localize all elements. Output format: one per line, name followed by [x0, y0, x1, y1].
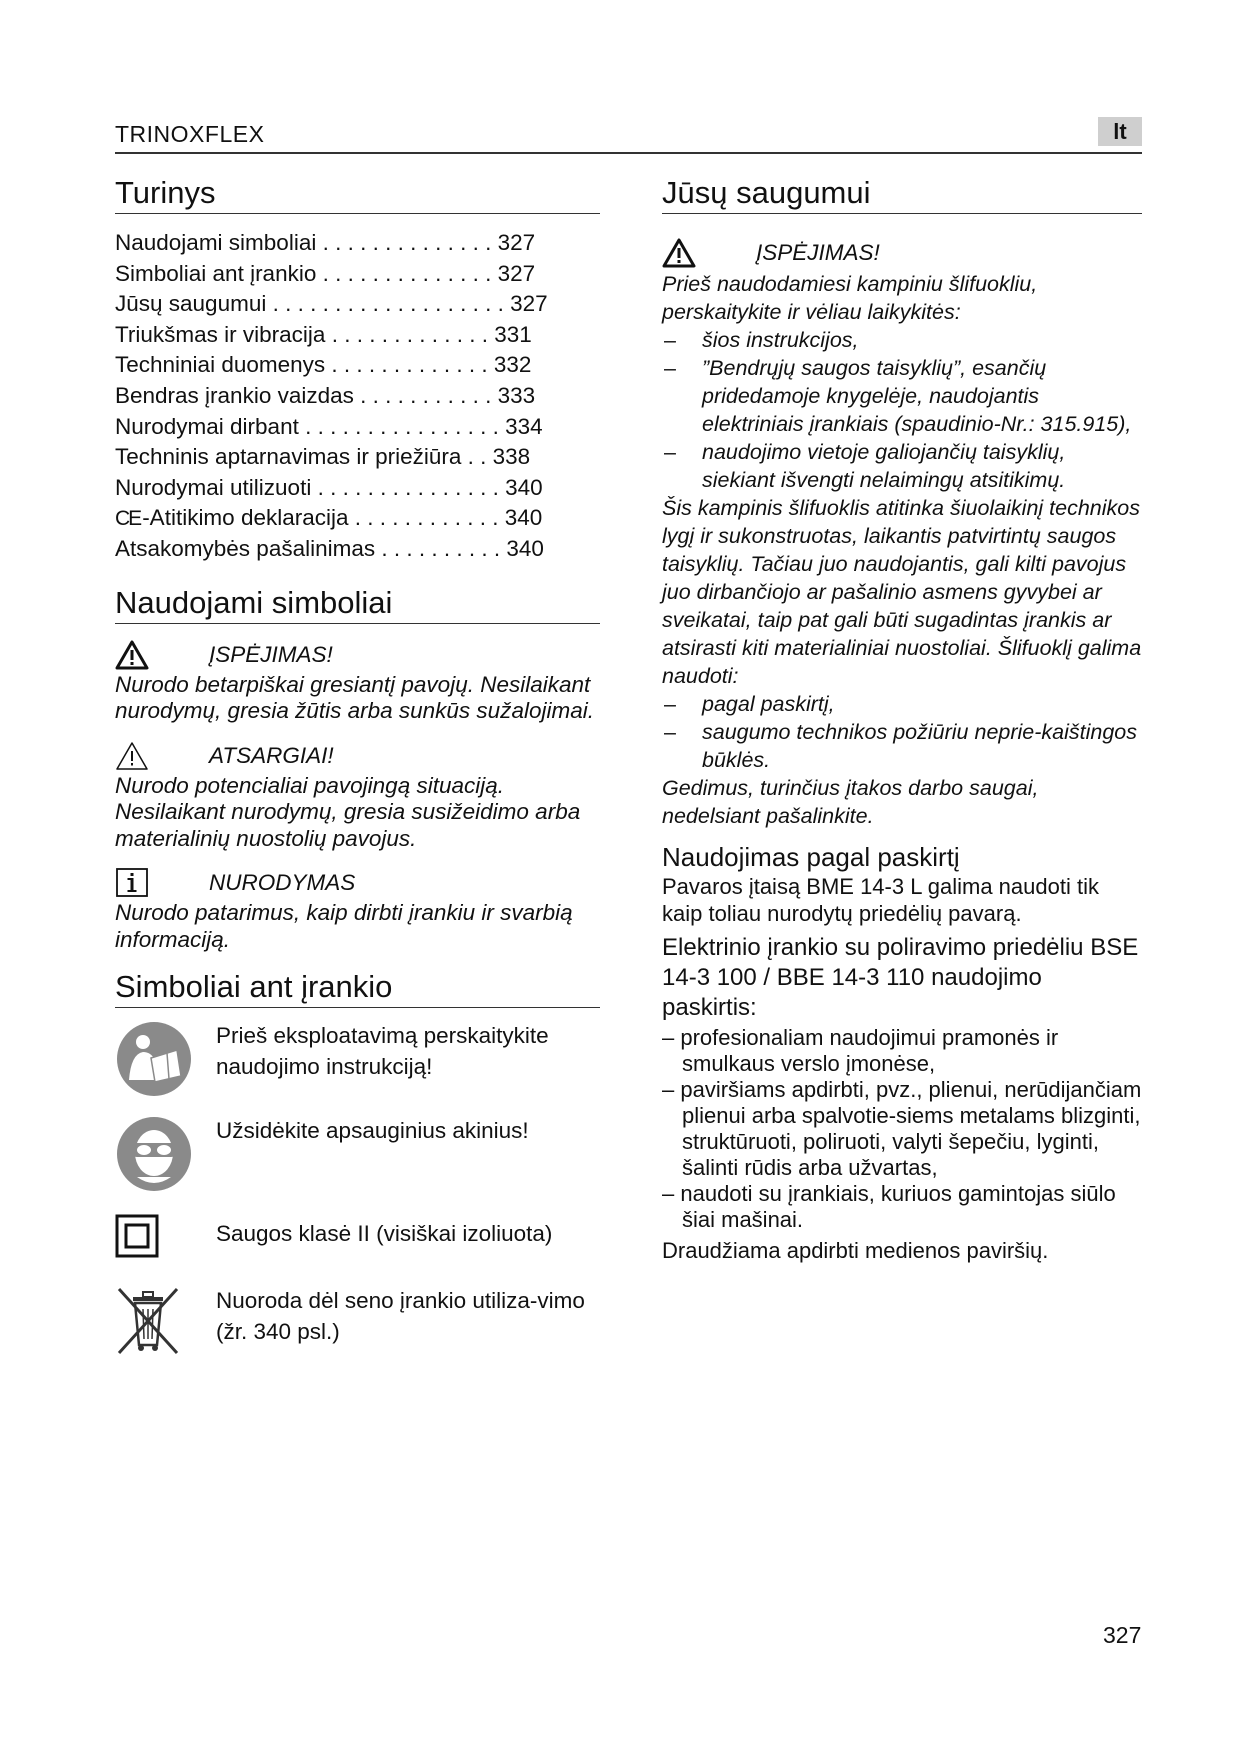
warning-triangle-icon [115, 640, 149, 670]
warning-triangle-icon [662, 238, 696, 268]
symbols-heading: Naudojami simboliai [115, 585, 600, 624]
toc-entry[interactable]: Triukšmas ir vibracija . . . . . . . . . . . . . 331 [115, 321, 532, 347]
safety-heading: Jūsų saugumui [662, 175, 1142, 214]
tool-symbol-row [115, 1115, 600, 1198]
intended-use-closing: Draudžiama apdirbti medienos paviršių. [662, 1238, 1049, 1263]
list-item: – šios instrukcijos, [662, 326, 1142, 354]
tool-symbol-row [115, 1020, 600, 1103]
intended-use-subheading: Elektrinio įrankio su poliravimo priedėliu BSE 14-3 100 / BBE 14-3 110 naudojimo paskirtis: [662, 934, 1139, 1021]
tool-symbol-row [115, 1285, 600, 1360]
toc-entry[interactable] [115, 503, 600, 534]
right-column [662, 175, 1142, 1264]
toc-entry-text: -Atitikimo deklaracija . . . . . . . . . . . . 340 [142, 505, 543, 531]
toc-entry[interactable]: Bendras įrankio vaizdas . . . . . . . . . . . 333 [115, 382, 536, 408]
ce-mark-icon: CE [115, 507, 141, 531]
tool-symbol-text: Prieš eksploatavimą perskaitykite naudojimo instrukciją! [216, 1023, 549, 1080]
header-divider [115, 152, 1142, 154]
intended-use-paragraph: Pavaros įtaisą BME 14-3 L galima naudoti tik kaip toliau nurodytų priedėlių pavarą. [662, 874, 1099, 926]
crossed-bin-icon [115, 1285, 181, 1355]
tool-symbol-text: Nuoroda dėl seno įrankio utiliza-vimo (žr. 340 psl.) [216, 1288, 585, 1345]
toc-entry[interactable]: Jūsų saugumui . . . . . . . . . . . . . . . . . . . 327 [115, 291, 548, 317]
warning-title: ĮSPĖJIMAS! [209, 641, 333, 667]
intended-use-list [662, 1025, 1142, 1233]
caution-text: Nurodo potencialiai pavojingą situaciją. Nesilaikant nurodymų, gresia susižeidimo arba materialinių nuostolių pavojus. [115, 772, 581, 851]
note-text: Nurodo patarimus, kaip dirbti įrankiu ir svarbią informaciją. [115, 900, 573, 952]
toc-entry[interactable]: Nurodymai utilizuoti . . . . . . . . . . . . . . . 340 [115, 474, 543, 500]
safety-closing: Gedimus, turinčius įtakos darbo saugai, nedelsiant pašalinkite. [662, 776, 1039, 828]
caution-triangle-icon [115, 741, 149, 771]
list-item: – profesionaliam naudojimui pramonės ir smulkaus verslo įmonėse, [662, 1025, 1142, 1077]
note-notice [115, 866, 600, 953]
read-manual-icon [115, 1020, 193, 1098]
list-item: – naudoti su įrankiais, kuriuos gamintojas siūlo šiai mašinai. [662, 1181, 1142, 1233]
warning-notice [115, 638, 600, 725]
page-number: 327 [1103, 1622, 1142, 1648]
toc-entry[interactable]: Atsakomybės pašalinimas . . . . . . . . . . 340 [115, 535, 544, 561]
tool-symbol-text: Saugos klasė II (visiškai izoliuota) [216, 1221, 553, 1247]
intended-use-heading: Naudojimas pagal paskirtį [662, 842, 960, 872]
toc-entry[interactable]: Naudojami simboliai . . . . . . . . . . . . . . 327 [115, 230, 536, 255]
safety-goggles-icon [115, 1115, 193, 1193]
safety-use-list [662, 690, 1142, 774]
toc-entry[interactable]: Techninis aptarnavimas ir priežiūra . . 338 [115, 444, 531, 470]
class-ii-icon [115, 1214, 159, 1258]
info-icon [115, 868, 149, 898]
table-of-contents [115, 228, 600, 565]
tool-symbol-text: Užsidėkite apsauginius akinius! [216, 1118, 529, 1144]
list-item: – saugumo technikos požiūriu neprie-kaištingos būklės. [662, 718, 1142, 774]
left-column [115, 175, 600, 1360]
tool-symbol-row [115, 1214, 600, 1263]
note-title: NURODYMAS [209, 870, 356, 896]
toc-entry[interactable]: Nurodymai dirbant . . . . . . . . . . . . . . . . 334 [115, 413, 543, 439]
toc-entry[interactable]: Techniniai duomenys . . . . . . . . . . . . . 332 [115, 352, 532, 378]
safety-warning-head [662, 236, 1142, 270]
caution-notice [115, 739, 600, 853]
list-item: – pagal paskirtį, [662, 690, 1142, 718]
safety-paragraph: Šis kampinis šlifuoklis atitinka šiuolaikinį technikos lygį ir sukonstruotas, laikantis patvirtintų saugos taisyklių. Tačiau juo naudojantis, gali kilti pavojus juo dirbančiojo ar pašalinio asmens gyvybei ar sveikatai, taip pat gali būti sugadintas įrankis ar atsirasti kiti materialiniai nuostoliai. Šlifuoklį galima naudoti: [662, 496, 1142, 688]
tool-symbols-heading: Simboliai ant įrankio [115, 969, 600, 1008]
list-item: – naudojimo vietoje galiojančių taisyklių, siekiant išvengti nelaimingų atsitikimų. [662, 438, 1142, 494]
toc-entry[interactable]: Simboliai ant įrankio . . . . . . . . . . . . . . 327 [115, 260, 536, 286]
list-item: – paviršiams apdirbti, pvz., plienui, nerūdijančiam plienui arba spalvotie-siems metalams blizginti, struktūruoti, poliruoti, valyti šepečiu, lyginti, šalinti rūdis arba užvartas, [662, 1077, 1142, 1181]
safety-read-list [662, 326, 1142, 494]
safety-warning-title: ĮSPĖJIMAS! [756, 240, 880, 265]
caution-title: ATSARGIAI! [209, 742, 334, 768]
list-item: – ”Bendrųjų saugos taisyklių”, esančių pridedamoje knygelėje, naudojantis elektriniais įrankiais (spaudinio-Nr.: 315.915), [662, 354, 1142, 438]
toc-heading: Turinys [115, 175, 600, 214]
language-badge: lt [1098, 117, 1142, 146]
safety-intro: Prieš naudodamiesi kampiniu šlifuokliu, perskaitykite ir vėliau laikykitės: [662, 272, 1038, 324]
document-title: TRINOXFLEX [115, 121, 265, 147]
warning-text: Nurodo betarpiškai gresiantį pavojų. Nesilaikant nurodymų, gresia žūtis arba sunkūs sužalojimai. [115, 671, 594, 724]
